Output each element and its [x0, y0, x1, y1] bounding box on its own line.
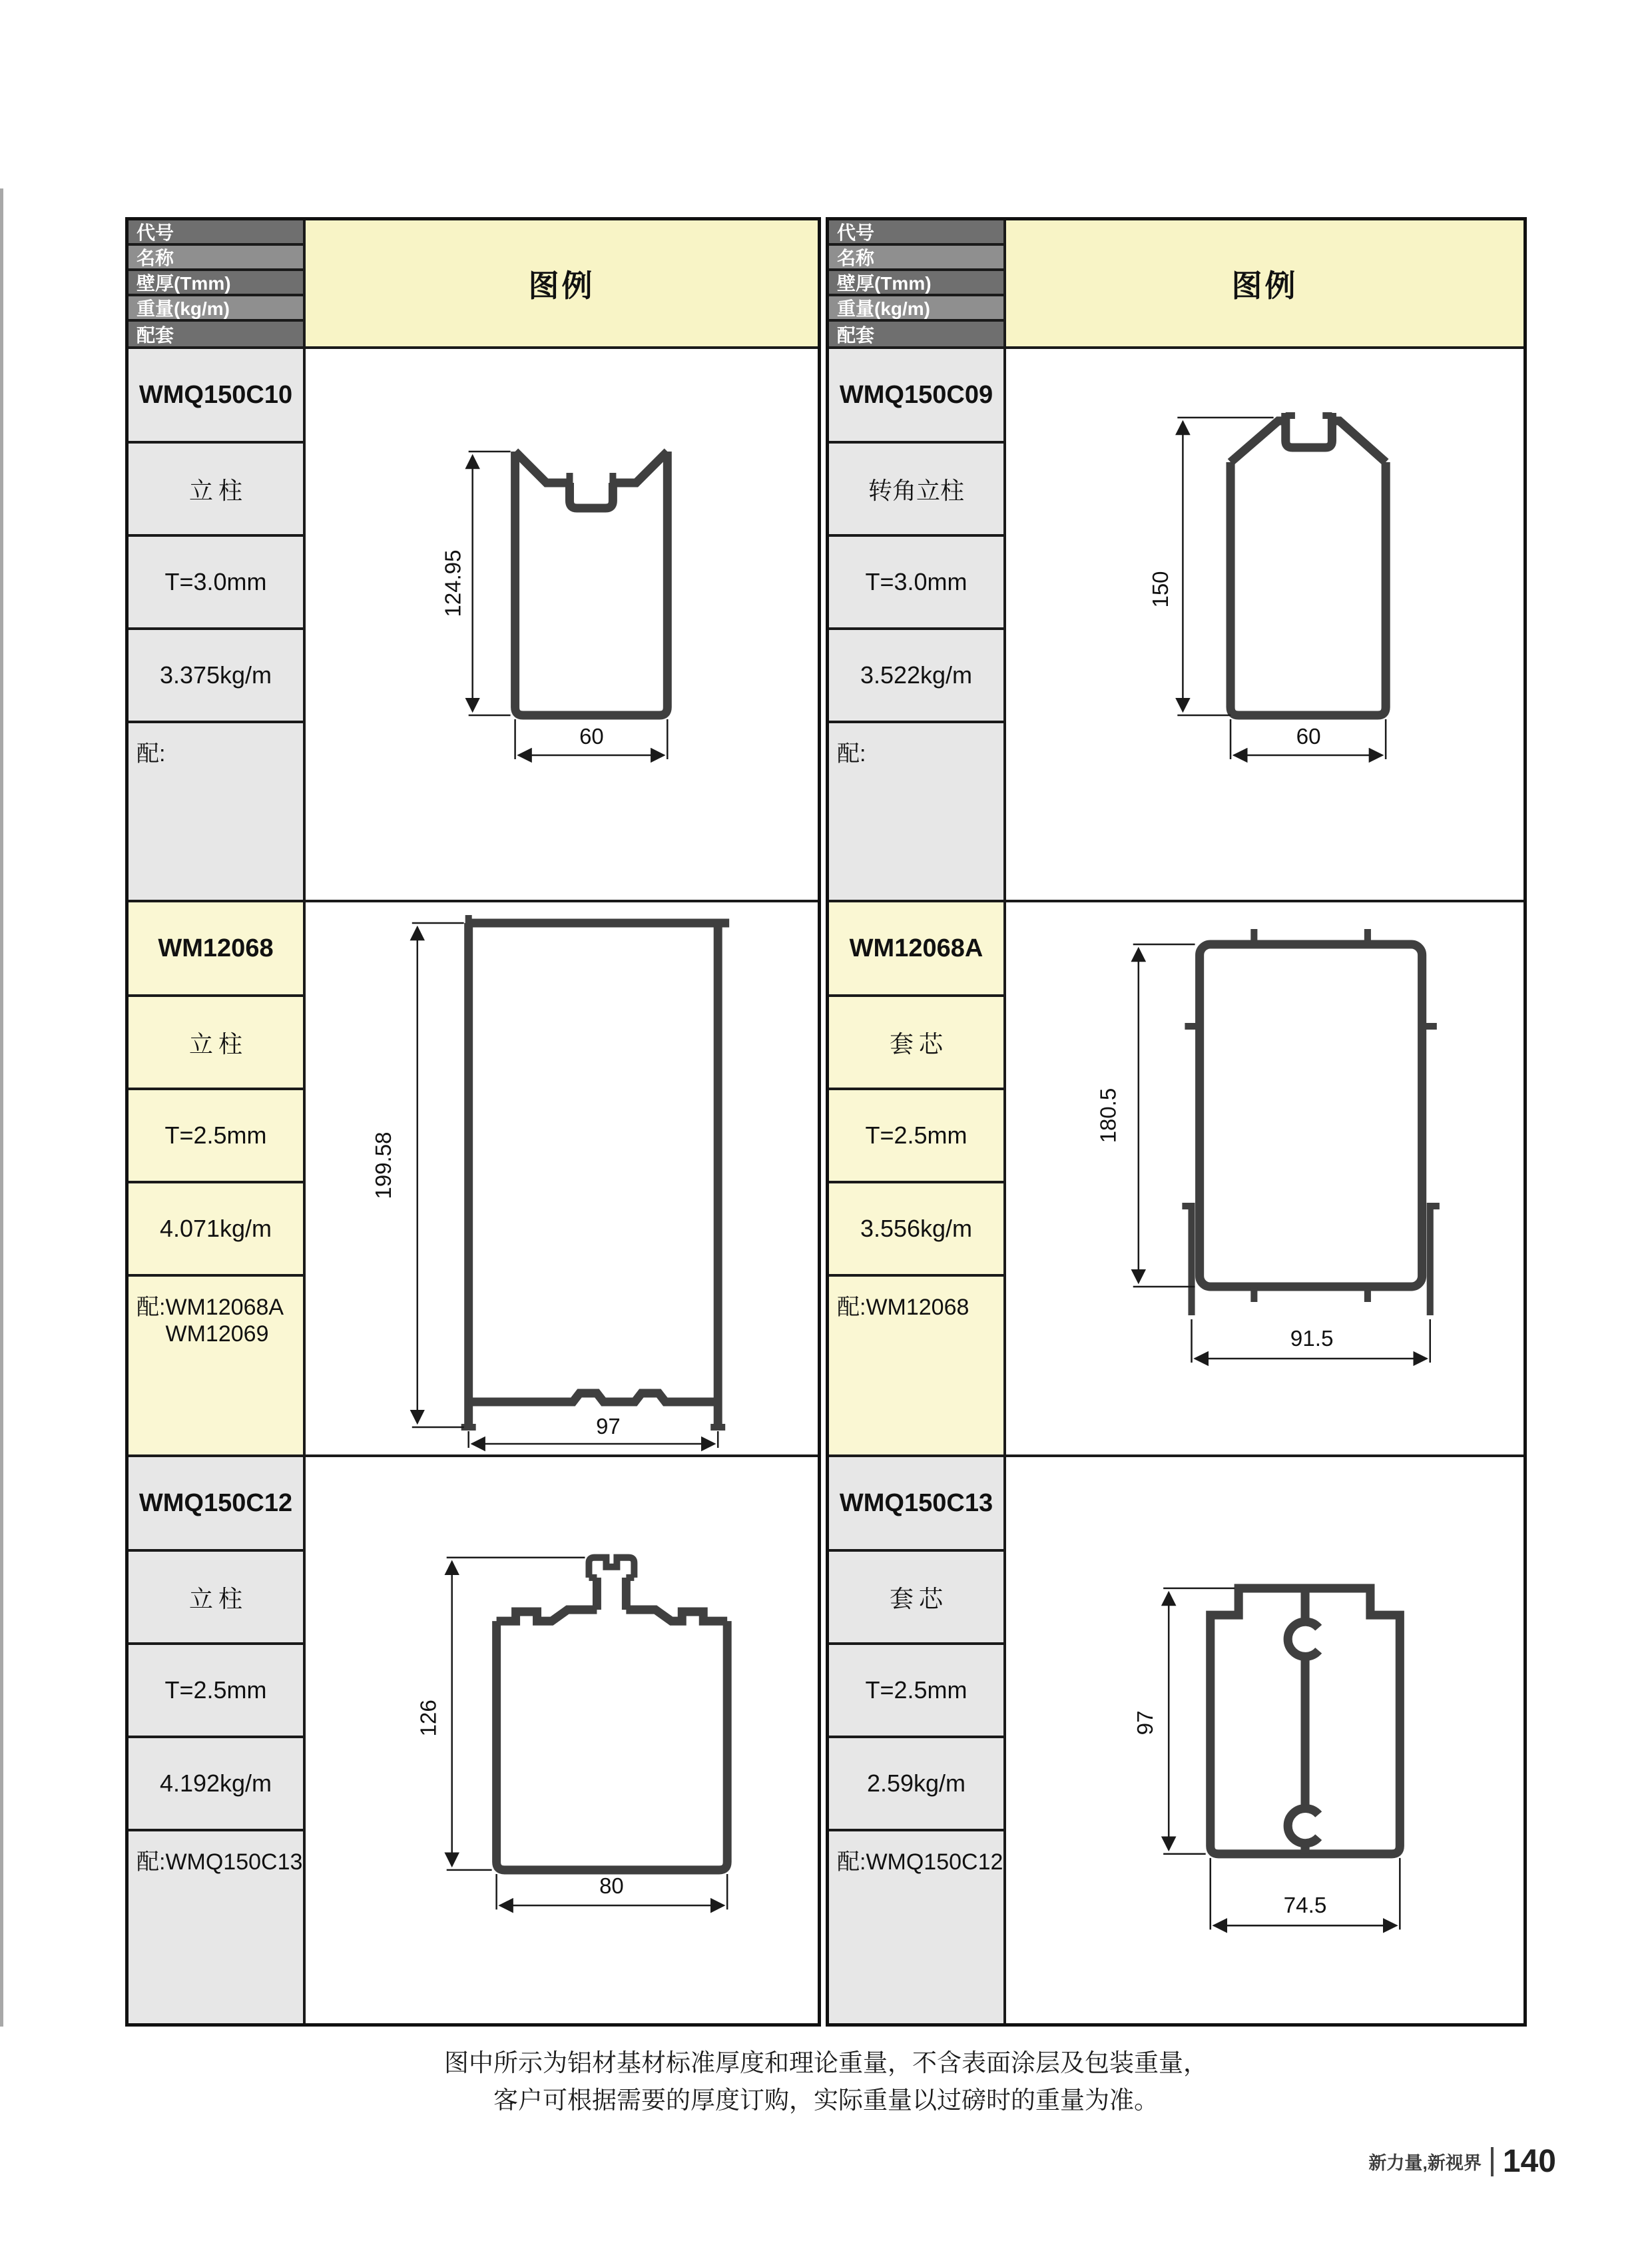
profile-drawing-cell [306, 902, 818, 1457]
header-weight-label: 重量(kg/m) [137, 298, 230, 319]
product-match-cell [129, 1831, 306, 2023]
dim-width: 74.5 [1283, 1893, 1327, 1919]
footer-page-number: 140 [1502, 2144, 1556, 2179]
header-thickness [129, 271, 306, 296]
product-match-cell [129, 1277, 306, 1457]
header-match-label: 配套 [837, 324, 875, 346]
product-name-cell [129, 997, 306, 1090]
product-code: WMQ150C12 [138, 1488, 293, 1517]
footnote [0, 2045, 1652, 2119]
catalog-table-left [125, 217, 821, 2027]
header-match [129, 322, 306, 349]
product-match: 配:WMQ150C13 [137, 1849, 303, 1875]
product-match-cell [829, 723, 1006, 902]
dim-width: 60 [1296, 725, 1321, 749]
catalog-table-right [826, 217, 1527, 2027]
product-weight: 4.192kg/m [159, 1769, 272, 1797]
product-name-cell [129, 1552, 306, 1645]
header-code [829, 220, 1006, 246]
header-weight [829, 296, 1006, 322]
product-code-cell [129, 1457, 306, 1552]
page-footer [1368, 2143, 1556, 2180]
header-legend-label: 图例 [1231, 268, 1298, 303]
product-name: 立柱 [188, 1030, 248, 1058]
product-name: 套芯 [889, 1584, 948, 1612]
header-weight [129, 296, 306, 322]
header-thickness-label: 壁厚(Tmm) [137, 273, 231, 294]
dim-height: 199.58 [370, 1131, 396, 1199]
product-name-cell [829, 1552, 1006, 1645]
header-code [129, 220, 306, 246]
header-code-label: 代号 [837, 222, 875, 243]
dim-height: 124.95 [440, 549, 465, 617]
footer-divider [1491, 2147, 1494, 2176]
profile-drawing-cell [1006, 1457, 1523, 2023]
product-match: 配:WM12068A [137, 1295, 284, 1320]
product-thickness: T=2.5mm [164, 1121, 267, 1149]
header-match [829, 322, 1006, 349]
header-match-label: 配套 [137, 324, 174, 346]
product-code-cell [129, 902, 306, 997]
product-name: 转角立柱 [868, 476, 964, 504]
header-name-label: 名称 [837, 248, 875, 268]
product-weight-cell [129, 1183, 306, 1277]
header-legend [306, 220, 818, 349]
dim-width: 60 [579, 723, 604, 749]
product-name: 立柱 [188, 1584, 248, 1612]
product-thickness: T=3.0mm [164, 568, 267, 595]
product-match-cell [129, 723, 306, 902]
footer-slogan: 新力量,新视界 [1368, 2153, 1482, 2173]
dim-height: 180.5 [1096, 1088, 1121, 1143]
product-name-cell [829, 444, 1006, 537]
product-match-line2: WM12069 [165, 1321, 269, 1347]
product-thickness-cell [129, 1645, 306, 1738]
header-weight-label: 重量(kg/m) [837, 298, 931, 319]
footnote-line2: 客户可根据需要的厚度订购，实际重量以过磅时的重量为准。 [493, 2086, 1159, 2114]
product-match: 配: [837, 741, 866, 767]
header-thickness [829, 271, 1006, 296]
product-weight: 2.59kg/m [866, 1769, 966, 1797]
dim-height: 97 [1133, 1710, 1158, 1736]
dim-height: 126 [416, 1700, 441, 1737]
product-weight-cell [129, 630, 306, 723]
profile-drawing-wmq150c09 [1006, 349, 1523, 900]
profile-drawing-wmq150c13 [1006, 1457, 1523, 2023]
product-name-cell [829, 997, 1006, 1090]
page-edge-strip [0, 188, 3, 2027]
product-weight-cell [829, 1738, 1006, 1831]
profile-drawing-wmq150c12 [306, 1457, 818, 2023]
header-legend [1006, 220, 1523, 349]
product-code: WM12068 [158, 934, 274, 962]
profile-drawing-wm12068 [306, 902, 818, 1454]
product-code: WMQ150C13 [839, 1488, 993, 1517]
product-weight: 4.071kg/m [159, 1215, 272, 1242]
profile-drawing-wmq150c10 [306, 349, 818, 900]
header-name [129, 246, 306, 271]
profile-drawing-cell [1006, 902, 1523, 1457]
dim-height: 150 [1149, 571, 1174, 608]
product-thickness-cell [129, 537, 306, 630]
product-thickness: T=2.5mm [164, 1676, 267, 1704]
product-weight-cell [829, 630, 1006, 723]
product-thickness-cell [829, 1645, 1006, 1738]
dim-width: 91.5 [1290, 1327, 1334, 1351]
dim-width: 80 [599, 1873, 624, 1899]
profile-drawing-cell [1006, 349, 1523, 902]
product-thickness: T=3.0mm [865, 568, 967, 595]
product-thickness: T=2.5mm [865, 1121, 967, 1149]
product-weight: 3.375kg/m [159, 661, 272, 689]
product-code: WMQ150C10 [138, 380, 293, 409]
product-code-cell [829, 902, 1006, 997]
profile-drawing-wm12068a [1006, 902, 1523, 1454]
product-code-cell [129, 349, 306, 444]
profile-drawing-cell [306, 349, 818, 902]
product-weight: 3.522kg/m [860, 661, 973, 689]
product-thickness: T=2.5mm [865, 1676, 967, 1704]
product-weight-cell [129, 1738, 306, 1831]
dim-width: 97 [596, 1413, 621, 1439]
product-match: 配:WMQ150C12 [837, 1849, 1003, 1875]
product-name-cell [129, 444, 306, 537]
header-legend-label: 图例 [528, 268, 595, 303]
product-thickness-cell [829, 1090, 1006, 1183]
product-match-cell [829, 1831, 1006, 2023]
product-weight-cell [829, 1183, 1006, 1277]
product-name: 立柱 [188, 476, 248, 504]
product-match-cell [829, 1277, 1006, 1457]
product-code: WM12068A [849, 934, 983, 962]
header-code-label: 代号 [137, 222, 174, 243]
product-weight: 3.556kg/m [860, 1215, 973, 1242]
header-name-label: 名称 [137, 248, 174, 268]
header-thickness-label: 壁厚(Tmm) [837, 273, 932, 294]
product-name: 套芯 [889, 1030, 948, 1058]
product-thickness-cell [129, 1090, 306, 1183]
product-code: WMQ150C09 [839, 380, 993, 409]
product-match: 配:WM12068 [837, 1295, 969, 1320]
header-name [829, 246, 1006, 271]
product-code-cell [829, 1457, 1006, 1552]
product-match: 配: [137, 741, 166, 767]
footnote-line1: 图中所示为铝材基材标准厚度和理论重量，不含表面涂层及包装重量， [444, 2049, 1208, 2077]
product-thickness-cell [829, 537, 1006, 630]
product-code-cell [829, 349, 1006, 444]
profile-drawing-cell [306, 1457, 818, 2023]
